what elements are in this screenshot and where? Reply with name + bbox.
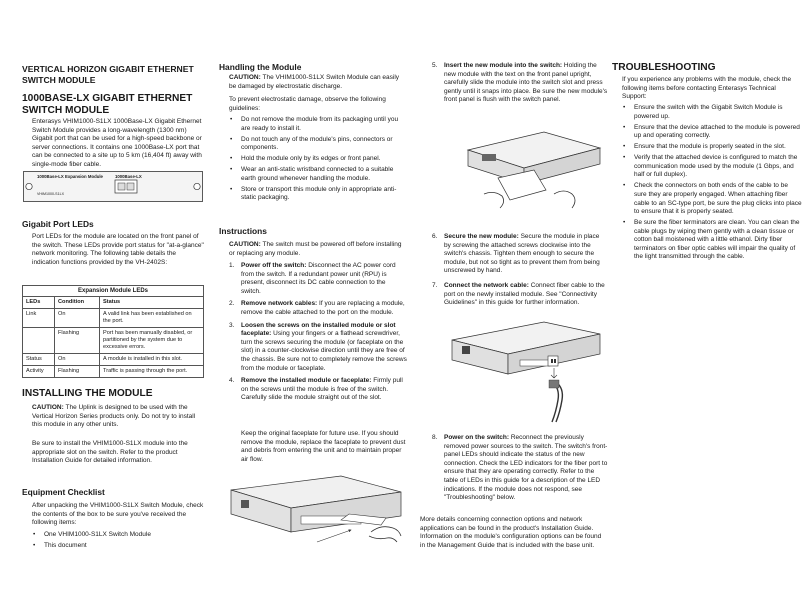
step-number: 6. xyxy=(432,233,438,240)
list-item: • Ensure that the module is properly seated in the slot. xyxy=(622,143,802,152)
table-cell: A module is installed in this slot. xyxy=(100,354,204,366)
checklist-text: After unpacking the VHIM1000-S1LX Switch Module, check the contents of the box to be sure you've received the following items: xyxy=(32,502,204,527)
table-row xyxy=(23,309,204,328)
list-item: • Do not touch any of the module's pins, connectors or components. xyxy=(229,136,407,153)
list-item xyxy=(432,233,608,276)
table-cell: Flashing xyxy=(55,328,100,354)
step-text: If you are replacing a module, remove the cable attached to the port on the module. xyxy=(241,300,405,316)
step-text: Disconnect the AC power cord from the switch. If a redundant power unit (RPU) is present, disconnect its DC cable connection to the switch. xyxy=(241,262,396,295)
step-title: Remove network cables: xyxy=(241,300,318,308)
list-item xyxy=(432,282,608,308)
list-item: • Wear an anti-static wristband connected to a suitable earth ground whenever handling the module. xyxy=(229,166,407,183)
list-item: • Verify that the attached device is configured to match the communication mode used by the module (1 Gbps, and half or full duplex). xyxy=(622,154,802,180)
steps-list-1 xyxy=(229,262,407,407)
checklist-heading: Equipment Checklist xyxy=(22,487,105,497)
module-port-label: 1000Base-LX xyxy=(115,174,142,179)
table-cell: A valid link has been established on the port. xyxy=(100,309,204,328)
step-number: 4. xyxy=(229,377,235,385)
connect-cable-illustration xyxy=(448,318,604,424)
keep-faceplate-text: Keep the original faceplate for future use. If you should remove the module, replace the faceplate to prevent dust and debris from entering the unit and to maintain proper air flow. xyxy=(241,430,406,463)
steps-list-2 xyxy=(432,62,608,105)
table-row xyxy=(23,328,204,354)
led-table xyxy=(22,285,204,378)
step-title: Power off the switch: xyxy=(241,262,307,269)
guidelines-list xyxy=(229,116,407,205)
list-item: • Store or transport this module only in appropriate anti-static packaging. xyxy=(229,186,407,203)
step-title: Remove the installed module or faceplate: xyxy=(241,377,372,385)
table-cell: Port has been manually disabled, or partitioned by the system due to excessive errors. xyxy=(100,328,204,354)
caution-text: The switch must be powered off before installing or replacing any module. xyxy=(229,241,402,257)
module-label: 1000Base-LX Expansion Module xyxy=(37,174,103,179)
step-text: Reconnect the previously removed power sources to the switch. The switch's front-panel LEDs should indicate the status of the new connection. Check the LED indicators for the fiber port to ensure that they are operating correctly. Refer to the table of LEDs in this guide for a description of the LED indications. If the module does not respond, see "Troubleshooting" below. xyxy=(444,434,608,502)
list-item xyxy=(229,300,407,317)
list-item: • Hold the module only by its edges or front panel. xyxy=(229,155,407,164)
table-cell: On xyxy=(55,354,100,366)
led-table-header: Condition xyxy=(55,297,100,309)
install-text: Be sure to install the VHIM1000-S1LX module into the appropriate slot on the switch. Refer to the product Installation Guide for detailed information. xyxy=(32,440,188,465)
steps-list-4 xyxy=(432,434,608,503)
caution-label: CAUTION: xyxy=(229,241,261,248)
step-number: 1. xyxy=(229,262,235,269)
step-title: Insert the new module into the switch: xyxy=(444,62,563,69)
list-item xyxy=(229,377,407,403)
caution-text: The Uplink is designed to be used with the Vertical Horizon Series products only. Do not try to install this module in any other units. xyxy=(32,404,196,429)
table-cell: On xyxy=(55,309,100,328)
table-cell: Flashing xyxy=(55,366,100,378)
remove-module-illustration xyxy=(221,470,407,548)
step-number: 2. xyxy=(229,300,235,308)
handling-heading: Handling the Module xyxy=(219,62,302,72)
step-title: Secure the new module: xyxy=(444,233,519,240)
list-item xyxy=(229,262,407,296)
step-text: Connect fiber cable to the port on the newly installed module. See "Connectivity Guidelines" in this guide for further information. xyxy=(444,281,605,307)
table-cell xyxy=(23,328,55,354)
module-model-label: VHIM1000-S1LX xyxy=(37,192,64,196)
module-subtitle: 1000BASE-LX GIGABIT ETHERNET SWITCH MODULE xyxy=(22,93,193,116)
list-item: • Be sure the fiber terminators are clean. You can clean the cable plugs by wiping them gently with a clean tissue or cotton ball moistened with a little ethanol. Dirty fiber terminators on fiber optic cables will impair the quality of the light transmitted through the cable. xyxy=(622,219,802,262)
handling-caution xyxy=(219,74,407,91)
step-title: Power on the switch: xyxy=(444,434,510,441)
led-table-caption: Expansion Module LEDs xyxy=(22,285,204,296)
list-item xyxy=(432,434,608,503)
caution-label: CAUTION: xyxy=(229,74,261,81)
table-cell: Activity xyxy=(23,366,55,378)
step-number: 8. xyxy=(432,434,438,441)
troubleshooting-intro: If you experience any problems with the module, check the following items before contacting Enterasys Technical Support: xyxy=(622,76,792,101)
instructions-heading: Instructions xyxy=(219,226,267,236)
table-cell: Link xyxy=(23,309,55,328)
list-item xyxy=(229,322,407,374)
list-item: • Check the connectors on both ends of the cable to be sure they are properly engaged. When attaching fiber cable to an SC-type port, be sure the plug clicks into place to ensure that it is properly seated. xyxy=(622,182,802,216)
step-number: 7. xyxy=(432,281,438,289)
step-number: 5. xyxy=(432,62,438,69)
list-item: • This document xyxy=(32,542,204,551)
table-row xyxy=(23,366,204,378)
checklist-list xyxy=(32,531,204,553)
step-text: Secure the module in place by screwing the attached screws clockwise into the switch's chassis. Tighten them enough to secure the module, but not so tight as to prevent them from being unscrewed by hand. xyxy=(444,233,600,275)
installing-caution xyxy=(22,404,204,430)
caution-text: The VHIM1000-S1LX Switch Module can easily be damaged by electrostatic discharge. xyxy=(229,74,400,90)
step-text: Holding the new module with the text on the front panel upright, carefully slide the module into the switch slot and press gently until it snaps into place. Be sure the new module's front panel is flush with the switch panel. xyxy=(444,62,608,104)
step-text: Using your fingers or a flathead screwdriver, turn the screws securing the module (or faceplate on the slot) in a counter-clockwise direction until they are free of the chassis. Be sure not to completely remove the screws from the module or faceplate. xyxy=(241,330,407,372)
table-row xyxy=(23,354,204,366)
more-details-text: More details concerning connection options and network applications can be found in the product's Installation Guide. Information on the module's configuration options can be found in the Management Guide that is included with the base unit. xyxy=(420,516,602,549)
instructions-caution xyxy=(219,241,407,258)
step-title: Connect the network cable: xyxy=(444,281,529,289)
table-cell: Traffic is passing through the port. xyxy=(100,366,204,378)
list-item: • Do not remove the module from its packaging until you are ready to install it. xyxy=(229,116,407,133)
document-title: VERTICAL HORIZON GIGABIT ETHERNET SWITCH MODULE xyxy=(22,64,194,85)
installing-heading: INSTALLING THE MODULE xyxy=(22,388,153,399)
step-number: 3. xyxy=(229,321,235,329)
led-table-header: Status xyxy=(100,297,204,309)
troubleshooting-heading: TROUBLESHOOTING xyxy=(612,62,716,73)
steps-list-3 xyxy=(432,233,608,308)
port-leds-heading: Gigabit Port LEDs xyxy=(22,219,94,229)
step-text: Firmly pull on the screws until the module is free of the switch. Carefully slide the module straight out of the slot. xyxy=(241,377,403,402)
list-item: • One VHIM1000-S1LX Switch Module xyxy=(32,531,204,540)
step-title: Loosen the screws on the installed module or slot faceplate: xyxy=(241,321,396,338)
troubleshooting-list xyxy=(622,104,802,264)
module-faceplate-illustration xyxy=(23,171,203,202)
insert-module-illustration xyxy=(464,124,604,220)
prevent-text: To prevent electrostatic damage, observe the following guidelines: xyxy=(229,96,386,112)
table-cell: Status xyxy=(23,354,55,366)
led-table-header: LEDs xyxy=(23,297,55,309)
caution-label: CAUTION: xyxy=(32,404,64,411)
list-item: • Ensure the switch with the Gigabit Switch Module is powered up. xyxy=(622,104,802,121)
intro-text: Enterasys VHIM1000-S1LX 1000Base-LX Gigabit Ethernet Switch Module provides a long-wavelength (1300 nm) Gigabit port that can be used for a high-speed backbone or server connections. It contains one 1000Base-LX port that can be connected to a site up to 5 km (16,404 ft) away with single-mode fiber cable. xyxy=(32,118,202,168)
list-item xyxy=(432,62,608,105)
list-item: • Ensure that the device attached to the module is powered up and operating correctly. xyxy=(622,124,802,141)
port-leds-text: Port LEDs for the module are located on the front panel of the switch. These LEDs provide port status for "at-a-glance" network monitoring. The following table details the indication functions provided by the VH-2402S: xyxy=(32,233,204,266)
